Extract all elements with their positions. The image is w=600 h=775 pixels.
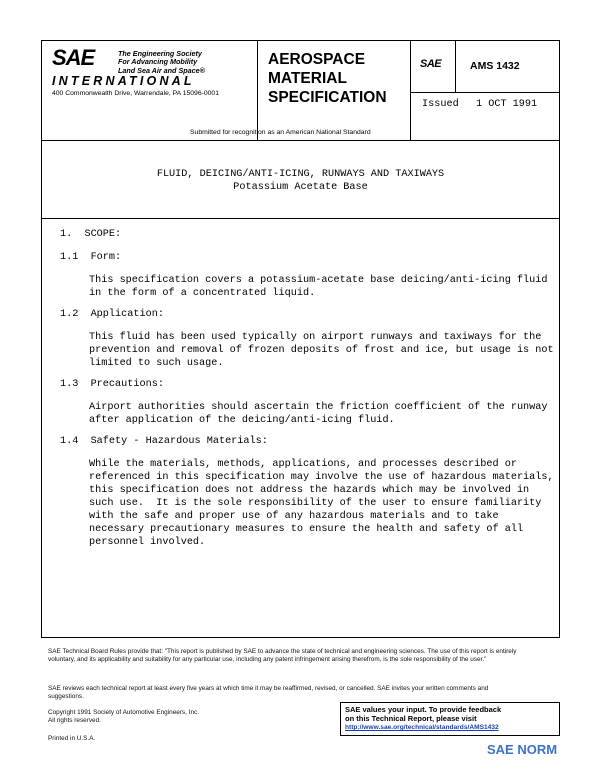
submitted-note: Submitted for recognition as an American National Standard bbox=[190, 129, 371, 136]
rights: All rights reserved. bbox=[48, 717, 101, 724]
header-rule bbox=[41, 140, 560, 141]
section-1-3-text: Airport authorities should ascertain the friction coefficient of the runway after application of the deicing/anti-icing fluid. bbox=[89, 402, 548, 426]
copyright: Copyright 1991 Society of Automotive Engineers, Inc. bbox=[48, 709, 199, 716]
section-1-1-heading: 1.1 Form: bbox=[60, 252, 122, 263]
feedback-box bbox=[340, 702, 560, 736]
board-rules: SAE Technical Board Rules provide that: "This report is published by SAE to advance the state of technical and engineering sciences. The use of this report is entirely voluntary, and its applicability and suitability for any particular use, including any patent infringement arising therefrom, is the sole responsibility of the user." bbox=[48, 648, 517, 663]
section-1-2-text: This fluid has been used typically on airport runways and taxiways for the prevention and removal of frozen deposits of frost and ice, but usage is not limited to such usage. bbox=[89, 332, 554, 369]
section-1-1-text: This specification covers a potassium-acetate base deicing/anti-icing fluid in the form of a concentrated liquid. bbox=[89, 275, 548, 299]
spec-title: FLUID, DEICING/ANTI-ICING, RUNWAYS AND TAXIWAYS bbox=[156, 169, 445, 180]
society-tagline bbox=[118, 50, 205, 75]
doc-type-line-2: MATERIAL bbox=[268, 70, 347, 87]
printed-in: Printed in U.S.A. bbox=[48, 735, 96, 742]
sae-mark: SAE bbox=[420, 58, 442, 70]
review-note: SAE reviews each technical report at least every five years at which time it may be reaffirmed, revised, or cancelled. SAE invites your written comments and suggestions. bbox=[48, 685, 489, 700]
doc-number: AMS 1432 bbox=[470, 60, 520, 72]
title-rule bbox=[41, 218, 560, 219]
international-label: INTERNATIONAL bbox=[52, 74, 195, 88]
spec-subtitle: Potassium Acetate Base bbox=[233, 182, 368, 193]
watermark: SAE NORM bbox=[487, 742, 558, 757]
address: 400 Commonwealth Drive, Warrendale, PA 15096-0001 bbox=[52, 90, 219, 97]
header-divider-1 bbox=[257, 40, 258, 140]
section-1-heading: 1. SCOPE: bbox=[60, 229, 122, 240]
feedback-link[interactable]: http://www.sae.org/technical/standards/AMS1432 bbox=[345, 724, 499, 731]
header-rule-number bbox=[410, 92, 560, 93]
feedback-line-2: on this Technical Report, please visit bbox=[345, 714, 477, 723]
society-line-3: Land Sea Air and Space® bbox=[118, 65, 205, 75]
doc-type-line-3: SPECIFICATION bbox=[268, 89, 387, 106]
sae-logo: SAE bbox=[52, 45, 95, 70]
header-divider-2 bbox=[410, 40, 411, 140]
doc-type-line-1: AEROSPACE bbox=[268, 51, 366, 68]
issued-label: Issued bbox=[422, 99, 459, 110]
document-type bbox=[268, 50, 387, 107]
society-line-1: The Engineering Society bbox=[118, 49, 202, 58]
section-1-3-heading: 1.3 Precautions: bbox=[60, 379, 164, 390]
section-1-2-heading: 1.2 Application: bbox=[60, 309, 164, 320]
header-divider-3 bbox=[455, 40, 456, 92]
society-line-2: For Advancing Mobility bbox=[118, 57, 198, 67]
feedback-line-1: SAE values your input. To provide feedback bbox=[345, 705, 502, 714]
issued-date: 1 OCT 1991 bbox=[476, 99, 538, 110]
section-1-4-heading: 1.4 Safety - Hazardous Materials: bbox=[60, 436, 268, 447]
section-1-4-text: While the materials, methods, applications, and processes described or referenced in this specification may involve the use of hazardous materials, this specification does not address the hazards which may be involved in such use. It is the sole responsibility of the user to ensure familiarity with the safe and proper use of any hazardous materials and to take necessary precautionary measures to ensure the health and safety of all personnel involved. bbox=[89, 459, 554, 548]
